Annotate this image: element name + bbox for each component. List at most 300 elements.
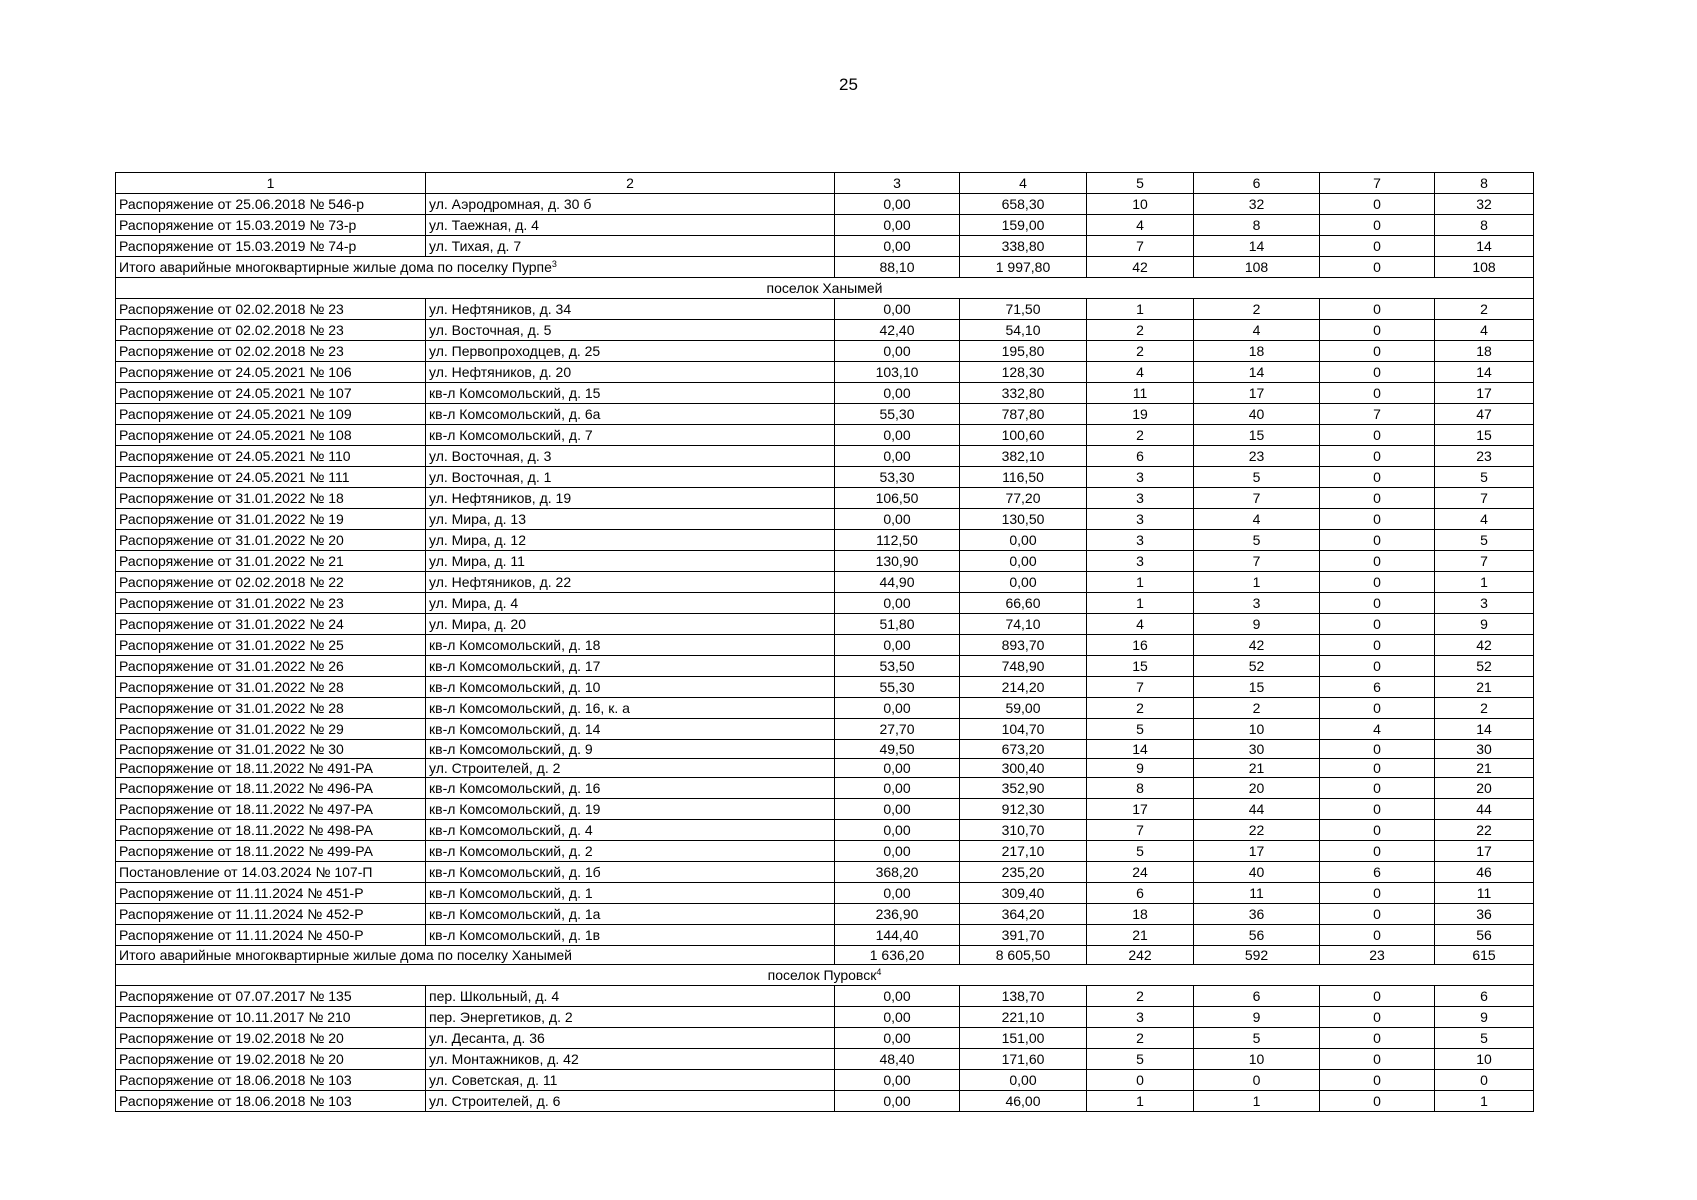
value-cell: 4 (1435, 320, 1534, 341)
value-cell: 195,80 (960, 341, 1087, 362)
value-cell: 1 (1435, 572, 1534, 593)
document-cell: Распоряжение от 18.11.2022 № 499-РА (116, 841, 426, 862)
table-row (116, 320, 1534, 341)
table-row (116, 404, 1534, 425)
document-cell: Распоряжение от 15.03.2019 № 74-р (116, 236, 426, 257)
total-value-cell: 108 (1194, 257, 1320, 278)
table-row (116, 1028, 1534, 1049)
total-value-cell: 1 636,20 (835, 946, 960, 965)
value-cell: 18 (1194, 341, 1320, 362)
value-cell: 0,00 (960, 572, 1087, 593)
value-cell: 3 (1087, 467, 1194, 488)
value-cell: 6 (1320, 677, 1435, 698)
table-row (116, 1091, 1534, 1112)
table-row (116, 719, 1534, 740)
value-cell: 106,50 (835, 488, 960, 509)
table-row (116, 614, 1534, 635)
value-cell: 15 (1194, 677, 1320, 698)
value-cell: 14 (1435, 362, 1534, 383)
address-cell: ул. Тихая, д. 7 (426, 236, 835, 257)
value-cell: 748,90 (960, 656, 1087, 677)
address-cell: ул. Строителей, д. 6 (426, 1091, 835, 1112)
value-cell: 0,00 (835, 194, 960, 215)
address-cell: кв-л Комсомольский, д. 14 (426, 719, 835, 740)
footnote-mark: 3 (551, 259, 557, 269)
value-cell: 2 (1087, 986, 1194, 1007)
document-cell: Распоряжение от 02.02.2018 № 23 (116, 341, 426, 362)
value-cell: 0 (1320, 883, 1435, 904)
value-cell: 0,00 (835, 778, 960, 799)
column-header: 7 (1320, 173, 1435, 194)
value-cell: 21 (1087, 925, 1194, 946)
value-cell: 0 (1320, 656, 1435, 677)
table-row (116, 341, 1534, 362)
value-cell: 0,00 (835, 593, 960, 614)
document-cell: Распоряжение от 15.03.2019 № 73-р (116, 215, 426, 236)
value-cell: 0 (1320, 1007, 1435, 1028)
value-cell: 0 (1320, 1091, 1435, 1112)
document-cell: Распоряжение от 19.02.2018 № 20 (116, 1028, 426, 1049)
value-cell: 221,10 (960, 1007, 1087, 1028)
address-cell: кв-л Комсомольский, д. 15 (426, 383, 835, 404)
section-cell (116, 278, 1534, 299)
value-cell: 0 (1320, 467, 1435, 488)
value-cell: 48,40 (835, 1049, 960, 1070)
table-row (116, 759, 1534, 778)
value-cell: 17 (1435, 841, 1534, 862)
value-cell: 0,00 (835, 446, 960, 467)
value-cell: 0 (1320, 572, 1435, 593)
value-cell: 0 (1320, 986, 1435, 1007)
value-cell: 32 (1194, 194, 1320, 215)
address-cell: кв-л Комсомольский, д. 9 (426, 740, 835, 759)
value-cell: 0 (1320, 1070, 1435, 1091)
address-cell: ул. Мира, д. 4 (426, 593, 835, 614)
value-cell: 128,30 (960, 362, 1087, 383)
value-cell: 3 (1087, 1007, 1194, 1028)
value-cell: 7 (1194, 551, 1320, 572)
document-cell: Распоряжение от 31.01.2022 № 30 (116, 740, 426, 759)
value-cell: 0,00 (835, 1070, 960, 1091)
value-cell: 0,00 (835, 509, 960, 530)
address-cell: ул. Нефтяников, д. 20 (426, 362, 835, 383)
value-cell: 0 (1320, 530, 1435, 551)
value-cell: 2 (1194, 299, 1320, 320)
document-cell: Распоряжение от 25.06.2018 № 546-р (116, 194, 426, 215)
value-cell: 1 (1087, 299, 1194, 320)
column-header: 2 (426, 173, 835, 194)
value-cell: 0 (1320, 820, 1435, 841)
value-cell: 5 (1087, 1049, 1194, 1070)
value-cell: 144,40 (835, 925, 960, 946)
address-cell: кв-л Комсомольский, д. 10 (426, 677, 835, 698)
value-cell: 56 (1435, 925, 1534, 946)
value-cell: 27,70 (835, 719, 960, 740)
value-cell: 10 (1435, 1049, 1534, 1070)
value-cell: 53,30 (835, 467, 960, 488)
value-cell: 100,60 (960, 425, 1087, 446)
value-cell: 21 (1435, 759, 1534, 778)
value-cell: 130,50 (960, 509, 1087, 530)
value-cell: 59,00 (960, 698, 1087, 719)
value-cell: 116,50 (960, 467, 1087, 488)
table-row (116, 299, 1534, 320)
value-cell: 7 (1087, 677, 1194, 698)
document-cell: Распоряжение от 18.06.2018 № 103 (116, 1091, 426, 1112)
total-row (116, 257, 1534, 278)
table-row (116, 986, 1534, 1007)
value-cell: 15 (1194, 425, 1320, 446)
document-cell: Распоряжение от 18.11.2022 № 498-РА (116, 820, 426, 841)
document-cell: Распоряжение от 24.05.2021 № 107 (116, 383, 426, 404)
address-cell: ул. Восточная, д. 5 (426, 320, 835, 341)
value-cell: 42 (1194, 635, 1320, 656)
address-cell: кв-л Комсомольский, д. 4 (426, 820, 835, 841)
column-header: 4 (960, 173, 1087, 194)
table-row (116, 883, 1534, 904)
value-cell: 368,20 (835, 862, 960, 883)
address-cell: ул. Первопроходцев, д. 25 (426, 341, 835, 362)
value-cell: 11 (1435, 883, 1534, 904)
value-cell: 332,80 (960, 383, 1087, 404)
value-cell: 56 (1194, 925, 1320, 946)
value-cell: 300,40 (960, 759, 1087, 778)
value-cell: 17 (1435, 383, 1534, 404)
value-cell: 6 (1194, 986, 1320, 1007)
address-cell: кв-л Комсомольский, д. 19 (426, 799, 835, 820)
total-value-cell: 615 (1435, 946, 1534, 965)
value-cell: 0,00 (835, 820, 960, 841)
document-cell: Распоряжение от 18.06.2018 № 103 (116, 1070, 426, 1091)
value-cell: 21 (1435, 677, 1534, 698)
value-cell: 2 (1435, 299, 1534, 320)
document-cell: Распоряжение от 02.02.2018 № 23 (116, 320, 426, 341)
value-cell: 151,00 (960, 1028, 1087, 1049)
address-cell: кв-л Комсомольский, д. 2 (426, 841, 835, 862)
address-cell: кв-л Комсомольский, д. 6а (426, 404, 835, 425)
total-label: Итого аварийные многоквартирные жилые дома по поселку Ханымей (119, 947, 572, 963)
value-cell: 22 (1435, 820, 1534, 841)
value-cell: 18 (1435, 341, 1534, 362)
address-cell: кв-л Комсомольский, д. 1б (426, 862, 835, 883)
table-row (116, 740, 1534, 759)
total-value-cell: 42 (1087, 257, 1194, 278)
table-row (116, 862, 1534, 883)
table-row (116, 236, 1534, 257)
value-cell: 17 (1194, 383, 1320, 404)
address-cell: ул. Строителей, д. 2 (426, 759, 835, 778)
value-cell: 49,50 (835, 740, 960, 759)
value-cell: 0 (1194, 1070, 1320, 1091)
section-title: поселок Ханымей (766, 280, 883, 296)
document-cell: Распоряжение от 18.11.2022 № 491-РА (116, 759, 426, 778)
value-cell: 0 (1435, 1070, 1534, 1091)
document-cell: Распоряжение от 31.01.2022 № 24 (116, 614, 426, 635)
section-cell (116, 965, 1534, 986)
value-cell: 0 (1320, 488, 1435, 509)
value-cell: 8 (1087, 778, 1194, 799)
section-row (116, 965, 1534, 986)
value-cell: 54,10 (960, 320, 1087, 341)
value-cell: 5 (1194, 467, 1320, 488)
table-row (116, 509, 1534, 530)
value-cell: 40 (1194, 862, 1320, 883)
value-cell: 0 (1320, 383, 1435, 404)
value-cell: 7 (1087, 820, 1194, 841)
value-cell: 8 (1435, 215, 1534, 236)
value-cell: 16 (1087, 635, 1194, 656)
value-cell: 14 (1194, 362, 1320, 383)
value-cell: 0 (1320, 215, 1435, 236)
value-cell: 4 (1194, 320, 1320, 341)
value-cell: 0 (1320, 614, 1435, 635)
value-cell: 787,80 (960, 404, 1087, 425)
document-cell: Постановление от 14.03.2024 № 107-П (116, 862, 426, 883)
value-cell: 364,20 (960, 904, 1087, 925)
value-cell: 5 (1435, 467, 1534, 488)
table-row (116, 194, 1534, 215)
value-cell: 7 (1087, 236, 1194, 257)
value-cell: 14 (1087, 740, 1194, 759)
value-cell: 30 (1194, 740, 1320, 759)
total-row (116, 946, 1534, 965)
value-cell: 3 (1087, 551, 1194, 572)
table-row (116, 677, 1534, 698)
value-cell: 42,40 (835, 320, 960, 341)
value-cell: 235,20 (960, 862, 1087, 883)
value-cell: 6 (1087, 446, 1194, 467)
value-cell: 658,30 (960, 194, 1087, 215)
address-cell: ул. Нефтяников, д. 22 (426, 572, 835, 593)
document-cell: Распоряжение от 02.02.2018 № 23 (116, 299, 426, 320)
value-cell: 30 (1435, 740, 1534, 759)
value-cell: 0 (1320, 635, 1435, 656)
value-cell: 673,20 (960, 740, 1087, 759)
table-row (116, 925, 1534, 946)
value-cell: 36 (1435, 904, 1534, 925)
table-row (116, 1070, 1534, 1091)
value-cell: 20 (1194, 778, 1320, 799)
document-cell: Распоряжение от 11.11.2024 № 452-Р (116, 904, 426, 925)
value-cell: 0 (1320, 740, 1435, 759)
value-cell: 4 (1087, 614, 1194, 635)
footnote-mark: 4 (876, 967, 882, 977)
value-cell: 0 (1320, 320, 1435, 341)
value-cell: 7 (1194, 488, 1320, 509)
document-cell: Распоряжение от 31.01.2022 № 28 (116, 677, 426, 698)
value-cell: 9 (1435, 1007, 1534, 1028)
value-cell: 0 (1320, 925, 1435, 946)
value-cell: 103,10 (835, 362, 960, 383)
document-cell: Распоряжение от 07.07.2017 № 135 (116, 986, 426, 1007)
value-cell: 36 (1194, 904, 1320, 925)
document-cell: Распоряжение от 11.11.2024 № 450-Р (116, 925, 426, 946)
value-cell: 23 (1435, 446, 1534, 467)
value-cell: 9 (1087, 759, 1194, 778)
value-cell: 77,20 (960, 488, 1087, 509)
value-cell: 2 (1194, 698, 1320, 719)
value-cell: 55,30 (835, 404, 960, 425)
value-cell: 52 (1194, 656, 1320, 677)
value-cell: 0 (1320, 1049, 1435, 1070)
document-cell: Распоряжение от 31.01.2022 № 20 (116, 530, 426, 551)
document-cell: Распоряжение от 31.01.2022 № 26 (116, 656, 426, 677)
document-cell: Распоряжение от 24.05.2021 № 106 (116, 362, 426, 383)
value-cell: 42 (1435, 635, 1534, 656)
document-cell: Распоряжение от 18.11.2022 № 497-РА (116, 799, 426, 820)
document-cell: Распоряжение от 31.01.2022 № 19 (116, 509, 426, 530)
value-cell: 10 (1194, 1049, 1320, 1070)
column-header: 3 (835, 173, 960, 194)
value-cell: 44,90 (835, 572, 960, 593)
section-title: поселок Пуровск (767, 967, 877, 983)
value-cell: 0,00 (835, 1091, 960, 1112)
address-cell: кв-л Комсомольский, д. 1а (426, 904, 835, 925)
value-cell: 309,40 (960, 883, 1087, 904)
value-cell: 0 (1320, 904, 1435, 925)
value-cell: 159,00 (960, 215, 1087, 236)
value-cell: 0,00 (835, 698, 960, 719)
column-header: 8 (1435, 173, 1534, 194)
value-cell: 11 (1194, 883, 1320, 904)
value-cell: 9 (1194, 1007, 1320, 1028)
table-row (116, 820, 1534, 841)
value-cell: 3 (1087, 509, 1194, 530)
value-cell: 7 (1320, 404, 1435, 425)
table-row (116, 593, 1534, 614)
value-cell: 47 (1435, 404, 1534, 425)
value-cell: 2 (1435, 698, 1534, 719)
value-cell: 2 (1087, 698, 1194, 719)
value-cell: 1 (1087, 572, 1194, 593)
value-cell: 0,00 (835, 236, 960, 257)
value-cell: 0 (1320, 551, 1435, 572)
table-row (116, 383, 1534, 404)
total-value-cell: 0 (1320, 257, 1435, 278)
value-cell: 15 (1435, 425, 1534, 446)
value-cell: 1 (1194, 1091, 1320, 1112)
value-cell: 104,70 (960, 719, 1087, 740)
address-cell: кв-л Комсомольский, д. 1 (426, 883, 835, 904)
value-cell: 7 (1435, 551, 1534, 572)
value-cell: 46 (1435, 862, 1534, 883)
total-value-cell: 108 (1435, 257, 1534, 278)
document-cell: Распоряжение от 18.11.2022 № 496-РА (116, 778, 426, 799)
address-cell: ул. Советская, д. 11 (426, 1070, 835, 1091)
value-cell: 0 (1320, 1028, 1435, 1049)
address-cell: ул. Десанта, д. 36 (426, 1028, 835, 1049)
value-cell: 0,00 (835, 883, 960, 904)
table-row (116, 215, 1534, 236)
address-cell: кв-л Комсомольский, д. 16, к. а (426, 698, 835, 719)
section-row (116, 278, 1534, 299)
value-cell: 66,60 (960, 593, 1087, 614)
value-cell: 0 (1320, 425, 1435, 446)
value-cell: 18 (1087, 904, 1194, 925)
total-value-cell: 23 (1320, 946, 1435, 965)
document-cell: Распоряжение от 31.01.2022 № 23 (116, 593, 426, 614)
value-cell: 5 (1194, 530, 1320, 551)
document-cell: Распоряжение от 10.11.2017 № 210 (116, 1007, 426, 1028)
total-label-cell (116, 257, 835, 278)
value-cell: 0 (1320, 446, 1435, 467)
value-cell: 2 (1087, 1028, 1194, 1049)
address-cell: пер. Энергетиков, д. 2 (426, 1007, 835, 1028)
address-cell: ул. Таежная, д. 4 (426, 215, 835, 236)
housing-table (115, 172, 1534, 1112)
value-cell: 0 (1320, 841, 1435, 862)
table-row (116, 530, 1534, 551)
value-cell: 1 (1087, 1091, 1194, 1112)
value-cell: 7 (1435, 488, 1534, 509)
document-cell: Распоряжение от 31.01.2022 № 25 (116, 635, 426, 656)
value-cell: 17 (1194, 841, 1320, 862)
value-cell: 24 (1087, 862, 1194, 883)
value-cell: 1 (1435, 1091, 1534, 1112)
value-cell: 6 (1435, 986, 1534, 1007)
value-cell: 2 (1087, 425, 1194, 446)
table-row (116, 778, 1534, 799)
value-cell: 6 (1320, 862, 1435, 883)
document-cell: Распоряжение от 24.05.2021 № 109 (116, 404, 426, 425)
value-cell: 4 (1194, 509, 1320, 530)
value-cell: 23 (1194, 446, 1320, 467)
value-cell: 2 (1087, 320, 1194, 341)
value-cell: 0,00 (835, 759, 960, 778)
table-row (116, 467, 1534, 488)
total-value-cell: 8 605,50 (960, 946, 1087, 965)
table-row (116, 656, 1534, 677)
value-cell: 32 (1435, 194, 1534, 215)
value-cell: 0 (1087, 1070, 1194, 1091)
value-cell: 2 (1087, 341, 1194, 362)
table-row (116, 1049, 1534, 1070)
address-cell: ул. Мира, д. 12 (426, 530, 835, 551)
value-cell: 5 (1435, 1028, 1534, 1049)
table-row (116, 799, 1534, 820)
document-cell: Распоряжение от 24.05.2021 № 111 (116, 467, 426, 488)
table-body (116, 173, 1534, 1112)
address-cell: ул. Восточная, д. 3 (426, 446, 835, 467)
table-row (116, 1007, 1534, 1028)
value-cell: 0 (1320, 778, 1435, 799)
table-row (116, 446, 1534, 467)
value-cell: 0,00 (835, 215, 960, 236)
value-cell: 3 (1194, 593, 1320, 614)
value-cell: 5 (1087, 719, 1194, 740)
value-cell: 20 (1435, 778, 1534, 799)
total-value-cell: 88,10 (835, 257, 960, 278)
value-cell: 0,00 (835, 425, 960, 446)
value-cell: 19 (1087, 404, 1194, 425)
value-cell: 171,60 (960, 1049, 1087, 1070)
value-cell: 912,30 (960, 799, 1087, 820)
value-cell: 4 (1435, 509, 1534, 530)
value-cell: 11 (1087, 383, 1194, 404)
value-cell: 9 (1194, 614, 1320, 635)
value-cell: 0 (1320, 362, 1435, 383)
page-number: 25 (839, 75, 858, 94)
address-cell: кв-л Комсомольский, д. 1в (426, 925, 835, 946)
document-cell: Распоряжение от 24.05.2021 № 108 (116, 425, 426, 446)
value-cell: 9 (1435, 614, 1534, 635)
total-label-cell (116, 946, 835, 965)
value-cell: 0 (1320, 509, 1435, 530)
address-cell: пер. Школьный, д. 4 (426, 986, 835, 1007)
document-cell: Распоряжение от 02.02.2018 № 22 (116, 572, 426, 593)
address-cell: ул. Монтажников, д. 42 (426, 1049, 835, 1070)
value-cell: 236,90 (835, 904, 960, 925)
